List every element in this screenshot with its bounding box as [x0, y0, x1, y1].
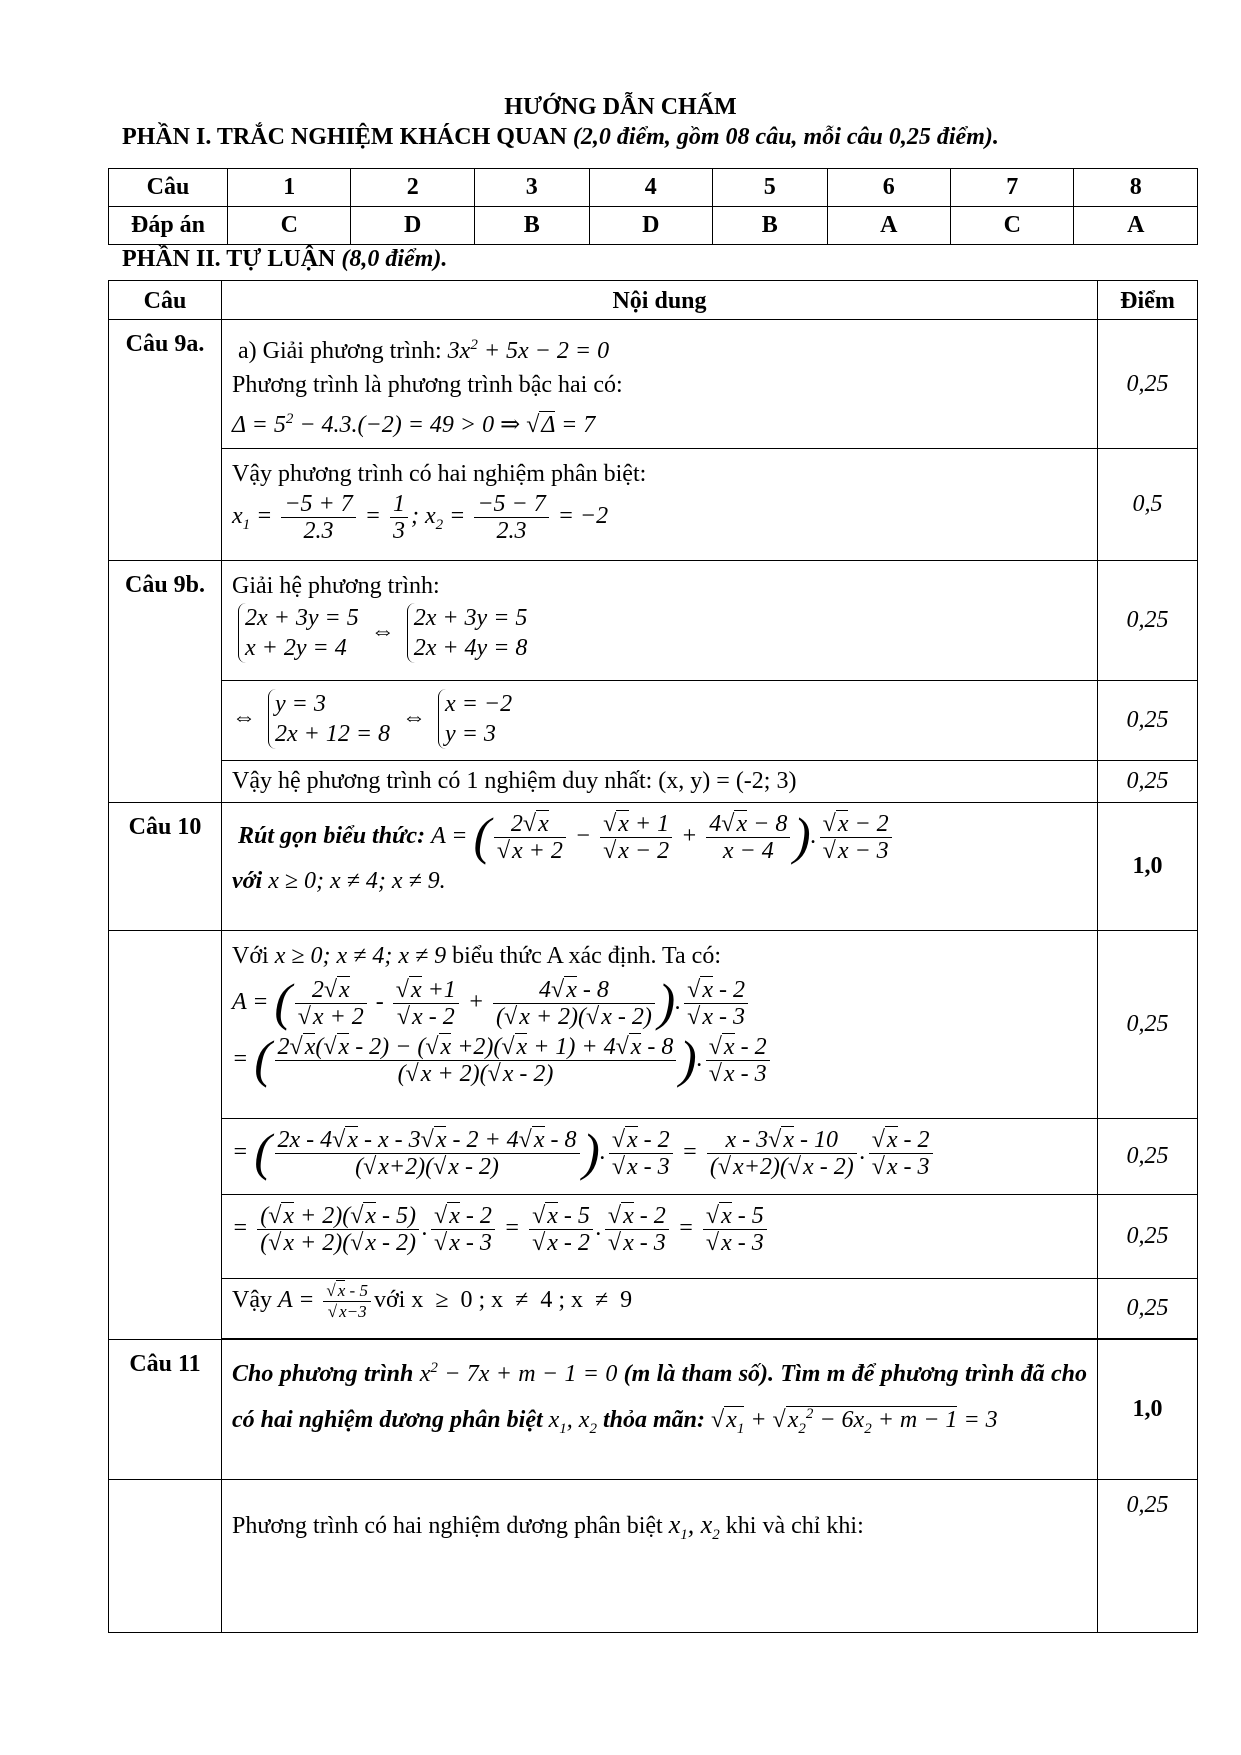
q10-line1-suffix: biểu thức A xác định. Ta có:: [452, 943, 721, 969]
q9a-score-1: 0,25: [1098, 320, 1198, 449]
mc-answer-row: [109, 207, 1198, 245]
mc-question-row: [109, 169, 1198, 207]
q9a-row-1: [109, 320, 1198, 449]
part1-heading-text: PHẦN I. TRẮC NGHIỆM KHÁCH QUAN: [122, 124, 567, 150]
mc-answer-2: D: [351, 207, 474, 245]
q10-condition: x ≥ 0; x ≠ 4; x ≠ 9.: [268, 868, 446, 894]
q9a-roots: $x_1$ = $\frac{-5 + 7}{2.3}$ = $\frac{1}{3}$ ; $x_2$ = $\frac{-5 - 7}{2.3}$ = −2: [232, 491, 609, 544]
q9b-label: Câu 9b.: [109, 561, 222, 803]
q11-prompt-a: Cho phương trình: [232, 1361, 414, 1387]
mc-question-4: 4: [589, 169, 712, 207]
q11-prompt-c: thỏa mãn:: [602, 1407, 705, 1433]
mc-row-label-answer: Đáp án: [109, 207, 228, 245]
mc-answer-3: B: [474, 207, 589, 245]
mc-question-5: 5: [712, 169, 827, 207]
page-title: HƯỚNG DẪN CHẤM: [504, 94, 737, 120]
q11-label: Câu 11: [109, 1340, 222, 1480]
q9b-score-1: 0,25: [1098, 561, 1198, 681]
q11-prompt: Cho phương trình $x^2 - 7x + m - 1 = 0$ (m là tham số). Tìm m để phương trình đã cho có hai nghiệm dương phân biệt $x_1$, $x_2$ thỏa mãn: $√x_1 + √x_2^2 - 6x_2 + m - 1 = 3$: [222, 1340, 1098, 1480]
essay-table: [108, 280, 1198, 1633]
q11-row-1: [109, 1480, 1198, 1633]
q10-score-2: 0,25: [1098, 1119, 1198, 1195]
q11-step-1: Phương trình có hai nghiệm dương phân biệt $x_1$, $x_2$ khi và chỉ khi:: [222, 1480, 1098, 1633]
essay-header-row: [109, 281, 1198, 320]
q9a-equation: $3x^2 + 5x - 2 = 0$: [447, 337, 610, 364]
q9b-line1: Giải hệ phương trình:: [232, 573, 440, 599]
mc-answer-7: C: [951, 207, 1074, 245]
q10-empty-cell: [109, 931, 222, 1340]
q10-expression: A = ( $\frac{2√x}{√x + 2}$ − $\frac{√x + 1}{√x - 2}$ + $\frac{4√x - 8}{x - 4}$ ). $\frac{√x - 2}{√x - 3}$: [431, 823, 895, 849]
col-score-header: Điểm: [1098, 281, 1198, 320]
q9b-system-1: 2x + 3y = 5 x + 2y = 4 ⇔ 2x + 3y = 5 2x + 4y = 8: [232, 603, 1087, 663]
col-question-header: Câu: [109, 281, 222, 320]
q10-step-1: Với x ≥ 0; x ≠ 4; x ≠ 9 biểu thức A xác định. Ta có: A = ( $\frac{2√x}{√x + 2}$ - $\frac{√x +1}{√x - 2}$ + $\frac{4√x - 8}{(√x + 2)(√x - 2)}$ ). $\frac{√x - 2}{√x - 3}$ = ( $\frac{2√x(√x - 2) - (√x +2)(√x + 1) + 4√x - 8}{(√x + 2)(√x - 2)}$ ). $\frac{√x - 2}{√x - 3}$: [222, 931, 1098, 1119]
part1-heading-note: (2,0 điểm, gồm 08 câu, mỗi câu 0,25 điểm).: [572, 124, 999, 150]
q10-prompt-text: Rút gọn biểu thức:: [238, 823, 426, 850]
mc-row-label-question: Câu: [109, 169, 228, 207]
part2-heading-text: PHẦN II. TỰ LUẬN: [122, 246, 336, 272]
q9b-content-3: Vậy hệ phương trình có 1 nghiệm duy nhất: (x, y) = (-2; 3): [222, 761, 1098, 803]
q10-row-2: [109, 1119, 1198, 1195]
q10-row-4: [109, 1279, 1198, 1339]
q9b-row-1: [109, 561, 1198, 681]
q10-step-2: = ( $\frac{2x - 4√x - x - 3√x - 2 + 4√x - 8}{(√x+2)(√x - 2)}$ ). $\frac{√x - 2}{√x - 3}$ = $\frac{x - 3√x - 10}{(√x+2)(√x - 2)}$ . $\frac{√x - 2}{√x - 3}$: [222, 1119, 1098, 1195]
q11-prompt-b: (m là tham số). Tìm m để phương trình đã cho có hai nghiệm dương phân biệt: [232, 1361, 1088, 1433]
q10-score-1: 0,25: [1098, 931, 1198, 1119]
q9b-row-3: [109, 761, 1198, 803]
q10-prompt: [222, 803, 1098, 931]
q9a-line3: Vậy phương trình có hai nghiệm phân biệt:: [232, 461, 647, 487]
q11-line1: Phương trình có hai nghiệm dương phân biệt: [232, 1513, 663, 1539]
q11-score-total: 1,0: [1098, 1340, 1198, 1480]
q9b-content-2: [222, 681, 1098, 761]
q10-conclusion: Vậy A = $\frac{√ x - 5}{√ x-3}$ với x ≥ 0 ; x ≠ 4 ; x ≠ 9: [222, 1279, 1098, 1339]
mc-question-8: 8: [1074, 169, 1198, 207]
q9a-delta: $\Delta = 5^2 - 4.3.(-2) = 49 > 0$ ⇒ √Δ = 7: [232, 411, 596, 438]
q11-row-prompt: [109, 1340, 1198, 1480]
q9b-score-2: 0,25: [1098, 681, 1198, 761]
part1-heading: [122, 124, 999, 151]
col-content-header: Nội dung: [222, 281, 1098, 320]
q9a-line1: a) Giải phương trình:: [238, 338, 442, 364]
mc-question-1: 1: [228, 169, 351, 207]
q9b-system-2: ⇔ y = 3 2x + 12 = 8 ⇔ x = −2 y = 3: [232, 691, 513, 747]
q11-empty-cell: [109, 1480, 222, 1633]
q10-score-4: 0,25: [1098, 1279, 1198, 1339]
mc-answer-4: D: [589, 207, 712, 245]
q9a-row-2: [109, 449, 1198, 561]
q11-score-1: 0,25: [1098, 1480, 1198, 1633]
q9a-content-1: [222, 320, 1098, 449]
q10-score-3: 0,25: [1098, 1195, 1198, 1279]
q10-score-total: 1,0: [1098, 803, 1198, 931]
mc-question-2: 2: [351, 169, 474, 207]
mc-answer-8: A: [1074, 207, 1198, 245]
mc-question-3: 3: [474, 169, 589, 207]
mc-answer-1: C: [228, 207, 351, 245]
q9a-label: Câu 9a.: [109, 320, 222, 561]
q9a-content-2: [222, 449, 1098, 561]
q9b-row-2: [109, 681, 1198, 761]
q10-row-3: [109, 1195, 1198, 1279]
q10-step-3: = $\frac{(√x + 2)(√x - 5)}{(√x + 2)(√x - 2)}$ . $\frac{√x - 2}{√x - 3}$ = $\frac{√x - 5}{√x - 2}$ . $\frac{√x - 2}{√x - 3}$ = $\frac{√x - 5}{√x - 3}$: [222, 1195, 1098, 1279]
q10-row-1: [109, 931, 1198, 1119]
q9a-score-2: 0,5: [1098, 449, 1198, 561]
q9b-score-3: 0,25: [1098, 761, 1198, 803]
q9b-content-1: [222, 561, 1098, 681]
mc-question-6: 6: [827, 169, 950, 207]
q9a-line2: Phương trình là phương trình bậc hai có:: [232, 372, 623, 398]
part2-heading-note: (8,0 điểm).: [341, 246, 448, 272]
q10-conclusion-prefix: Vậy: [232, 1287, 272, 1314]
q10-conclusion-mid: với: [373, 1287, 406, 1314]
q10-cond-prefix: với: [232, 868, 263, 894]
q11-line1-suffix: khi và chỉ khi:: [725, 1513, 864, 1539]
mc-question-7: 7: [951, 169, 1074, 207]
mc-answer-6: A: [827, 207, 950, 245]
multiple-choice-table: [108, 168, 1198, 245]
q10-label: Câu 10: [109, 803, 222, 931]
q10-row-prompt: [109, 803, 1198, 931]
part2-heading: [122, 246, 447, 273]
q10-line1-prefix: Với: [232, 943, 269, 969]
mc-answer-5: B: [712, 207, 827, 245]
